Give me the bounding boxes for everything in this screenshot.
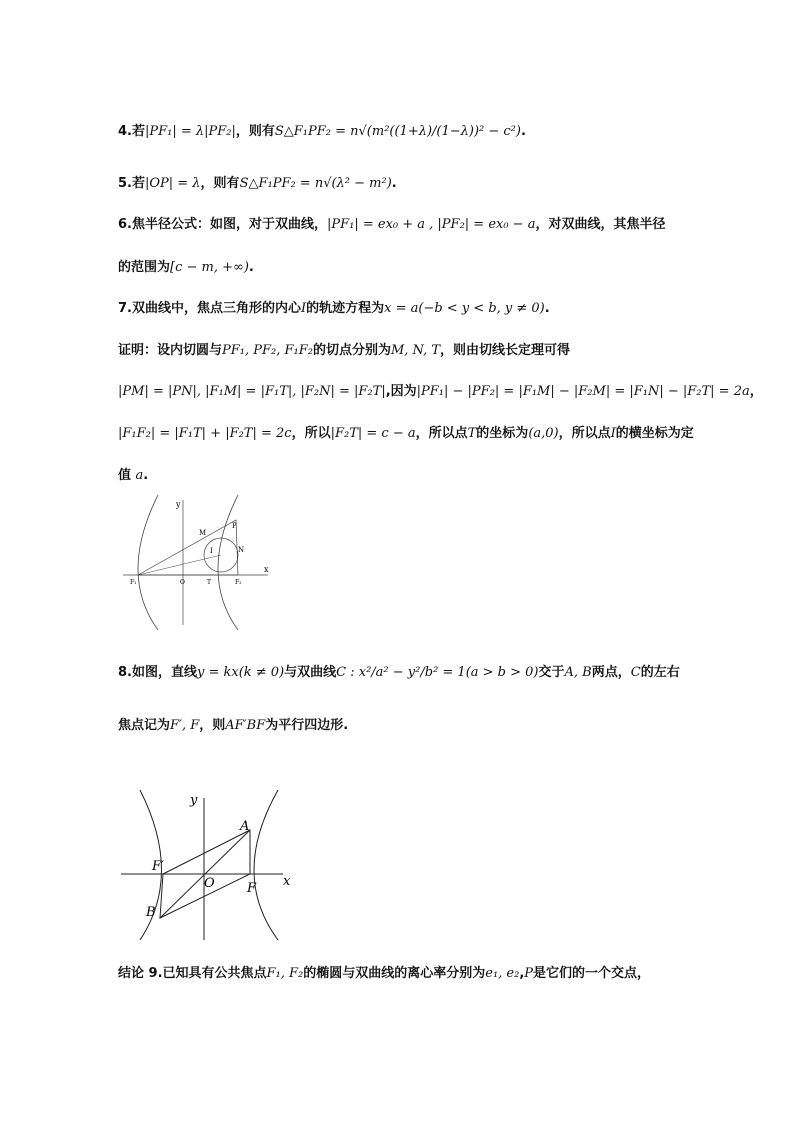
text-run: 的椭圆与双曲线的离心率分别为 bbox=[303, 966, 486, 981]
text-run: . bbox=[391, 176, 397, 191]
math-expression: C bbox=[630, 665, 641, 680]
math-expression: |PM| = |PN|, |F₁M| = |F₁T|, |F₂N| = |F₂T| bbox=[118, 384, 386, 399]
proof-line-3 bbox=[118, 422, 694, 441]
text-run: ，对双曲线，其焦半径 bbox=[535, 217, 666, 232]
text-run: ，所以 bbox=[291, 426, 331, 441]
text-run: 的轨迹方程为 bbox=[306, 301, 385, 316]
math-expression: |F₁F₂| = |F₁T| + |F₂T| = 2c bbox=[118, 426, 292, 441]
text-run: ，则 bbox=[199, 718, 226, 733]
focal-triangle bbox=[138, 520, 238, 575]
math-expression: [c − m, +∞) bbox=[170, 260, 249, 275]
label-F1: F₁ bbox=[130, 579, 137, 586]
conclusion-6-range bbox=[118, 256, 254, 275]
label-F: F bbox=[247, 881, 257, 896]
text-run: 结论 9.已知具有公共焦点 bbox=[118, 966, 267, 981]
label-Fprime: F′ bbox=[152, 859, 164, 874]
math-expression: (a,0) bbox=[528, 426, 559, 441]
proof-line-4 bbox=[118, 464, 148, 483]
figure-incircle-hyperbola bbox=[118, 495, 278, 630]
text-run: 焦点记为 bbox=[118, 718, 171, 733]
math-expression: |F₂T| = c − a bbox=[330, 426, 416, 441]
focal-segment bbox=[138, 555, 221, 575]
text-run: , bbox=[519, 966, 525, 981]
text-run: 为平行四边形. bbox=[265, 718, 349, 733]
text-run: 8.如图，直线 bbox=[118, 665, 197, 680]
math-expression: |OP| = λ bbox=[144, 176, 201, 191]
text-run: 的切点分别为 bbox=[312, 343, 391, 358]
text-run: ,因为 bbox=[385, 384, 417, 399]
label-T: T bbox=[207, 579, 212, 586]
text-run: ，则有 bbox=[200, 176, 240, 191]
text-run: . bbox=[520, 124, 526, 139]
conclusion-8-result bbox=[118, 714, 348, 733]
proof-line-2 bbox=[118, 380, 763, 399]
math-expression: PF₁, PF₂, F₁F₂ bbox=[222, 343, 313, 358]
math-expression: I bbox=[610, 426, 616, 441]
label-y: y bbox=[190, 793, 198, 808]
math-expression: |PF₁| − |PF₂| = |F₁M| − |F₂M| = |F₁N| − |F₂T| = 2a bbox=[416, 384, 750, 399]
math-expression: P bbox=[524, 966, 534, 981]
label-P: P bbox=[232, 522, 237, 530]
math-expression: S△F₁PF₂ = n√(m²((1+λ)/(1−λ))² − c²) bbox=[274, 124, 521, 139]
math-expression: A, B bbox=[564, 665, 592, 680]
math-expression: T bbox=[467, 426, 477, 441]
conclusion-6-focal-radius bbox=[118, 213, 665, 232]
text-run: ，所以点 bbox=[415, 426, 468, 441]
math-expression: F₁, F₂ bbox=[266, 966, 304, 981]
text-run: 6.焦半径公式：如图，对于双曲线， bbox=[118, 217, 327, 232]
text-run: 5.若 bbox=[118, 176, 145, 191]
hyperbola-left-branch bbox=[138, 495, 158, 630]
label-M: M bbox=[199, 529, 207, 537]
text-run: 值 bbox=[118, 468, 136, 483]
label-F2: F₂ bbox=[235, 579, 242, 586]
text-run: 交于 bbox=[538, 665, 565, 680]
text-run: 证明：设内切圆与 bbox=[118, 343, 223, 358]
label-O: O bbox=[180, 579, 185, 586]
conclusion-7 bbox=[118, 297, 550, 316]
math-expression: y = kx(k ≠ 0) bbox=[196, 665, 285, 680]
text-run: 两点， bbox=[591, 665, 631, 680]
label-I: I bbox=[210, 547, 213, 555]
proof-line-1 bbox=[118, 339, 570, 358]
text-run: . bbox=[248, 260, 254, 275]
hyperbola-right-branch bbox=[254, 790, 278, 940]
text-run: . bbox=[143, 468, 149, 483]
math-expression: F′, F bbox=[170, 718, 200, 733]
math-expression: |PF₁| = ex₀ + a , |PF₂| = ex₀ − a bbox=[326, 217, 536, 232]
label-A: A bbox=[240, 819, 250, 834]
text-run: 是它们的一个交点， bbox=[533, 966, 651, 981]
math-expression: x = a(−b < y < b, y ≠ 0) bbox=[384, 301, 545, 316]
math-expression: AF′BF bbox=[225, 718, 266, 733]
text-run: ，则由切线长定理可得 bbox=[440, 343, 571, 358]
label-O: O bbox=[204, 876, 215, 891]
label-x: x bbox=[283, 874, 291, 889]
math-expression: M, N, T bbox=[390, 343, 441, 358]
text-run: 的左右 bbox=[640, 665, 680, 680]
label-B: B bbox=[146, 905, 156, 920]
text-run: 7.双曲线中，焦点三角形的内心 bbox=[118, 301, 301, 316]
math-expression: C : x²/a² − y²/b² = 1(a > b > 0) bbox=[336, 665, 539, 680]
conclusion-5 bbox=[118, 172, 397, 191]
conclusion-4 bbox=[118, 120, 526, 139]
text-run: 的坐标为 bbox=[476, 426, 529, 441]
math-expression: a bbox=[135, 468, 144, 483]
text-run: 的横坐标为定 bbox=[615, 426, 694, 441]
label-x: x bbox=[264, 565, 269, 574]
text-run: 的范围为 bbox=[118, 260, 171, 275]
math-expression: e₁, e₂ bbox=[485, 966, 520, 981]
text-run: 4.若 bbox=[118, 124, 145, 139]
conclusion-8 bbox=[118, 661, 680, 680]
text-run: 与双曲线 bbox=[284, 665, 337, 680]
text-run: ，则有 bbox=[235, 124, 275, 139]
text-run: ， bbox=[749, 384, 763, 399]
label-N: N bbox=[238, 546, 245, 554]
figure-parallelogram bbox=[118, 790, 298, 940]
math-expression: I bbox=[300, 301, 307, 316]
text-run: . bbox=[544, 301, 550, 316]
math-expression: |PF₁| = λ|PF₂| bbox=[144, 124, 236, 139]
math-expression: S△F₁PF₂ = n√(λ² − m²) bbox=[239, 176, 392, 191]
conclusion-9 bbox=[118, 962, 650, 981]
text-run: ，所以点 bbox=[558, 426, 611, 441]
label-y: y bbox=[176, 500, 181, 509]
hyperbola-right-branch bbox=[218, 495, 238, 630]
